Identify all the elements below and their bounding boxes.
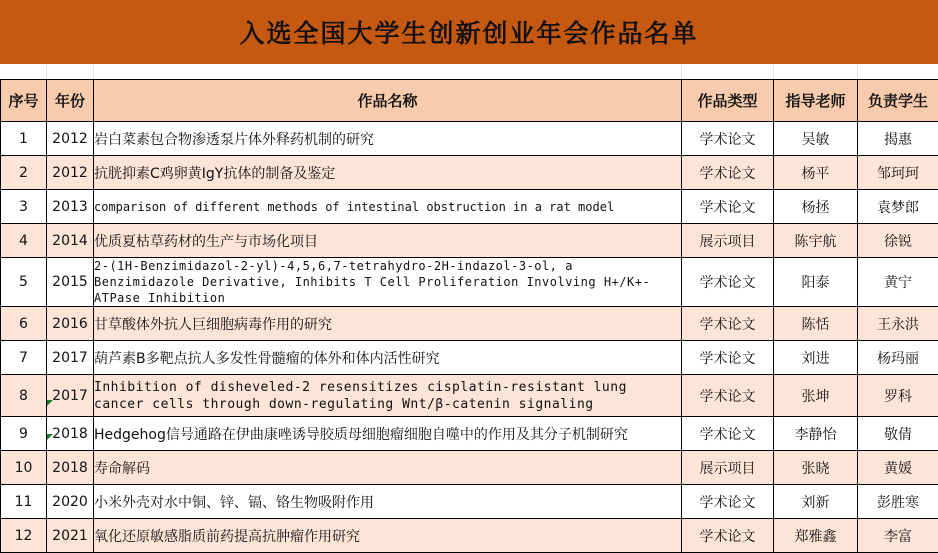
cell-year[interactable]: 2015: [47, 258, 94, 307]
cell-advisor[interactable]: 李静怡: [774, 417, 858, 451]
table-row[interactable]: [1, 417, 938, 451]
table-row[interactable]: [1, 451, 938, 485]
cell-year[interactable]: 2016: [47, 307, 94, 341]
cell-year[interactable]: 2018: [47, 451, 94, 485]
cell-index[interactable]: 2: [1, 156, 47, 190]
spacer-row: [0, 64, 938, 79]
cell-name[interactable]: 优质夏枯草药材的生产与市场化项目: [94, 224, 682, 258]
table-row[interactable]: [1, 122, 938, 156]
cell-advisor[interactable]: 刘进: [774, 341, 858, 375]
cell-advisor[interactable]: 刘新: [774, 485, 858, 519]
cell-name[interactable]: 2-(1H-Benzimidazol-2-yl)-4,5,6,7-tetrahydro-2H-indazol-3-ol, a Benzimidazole Derivative, Inhibits T Cell Proliferation Involving H+/K+-ATPase Inhibition: [94, 258, 682, 307]
table-row[interactable]: [1, 375, 938, 417]
table-row[interactable]: [1, 258, 938, 307]
cell-name[interactable]: 葫芦素B多靶点抗人多发性骨髓瘤的体外和体内活性研究: [94, 341, 682, 375]
cell-index[interactable]: 3: [1, 190, 47, 224]
cell-name[interactable]: 小米外壳对水中铜、锌、镉、铬生物吸附作用: [94, 485, 682, 519]
cell-year[interactable]: 2012: [47, 122, 94, 156]
cell-index[interactable]: 9: [1, 417, 47, 451]
cell-name[interactable]: 氧化还原敏感脂质前药提高抗肿瘤作用研究: [94, 519, 682, 553]
cell-comment-marker: [47, 434, 53, 440]
cell-name[interactable]: comparison of different methods of intestinal obstruction in a rat model: [94, 190, 682, 224]
cell-student[interactable]: 杨玛丽: [858, 341, 938, 375]
cell-student[interactable]: 王永洪: [858, 307, 938, 341]
cell-student[interactable]: 彭胜寒: [858, 485, 938, 519]
cell-type[interactable]: 学术论文: [682, 485, 774, 519]
cell-type[interactable]: 学术论文: [682, 375, 774, 417]
cell-name[interactable]: 寿命解码: [94, 451, 682, 485]
header-type: 作品类型: [682, 80, 774, 122]
cell-year[interactable]: 2017: [47, 341, 94, 375]
cell-name[interactable]: 岩白菜素包合物渗透泵片体外释药机制的研究: [94, 122, 682, 156]
table-row[interactable]: [1, 190, 938, 224]
title-bar: [0, 0, 938, 64]
table-row[interactable]: [1, 519, 938, 553]
cell-year[interactable]: 2014: [47, 224, 94, 258]
cell-index[interactable]: 8: [1, 375, 47, 417]
cell-name[interactable]: 甘草酸体外抗人巨细胞病毒作用的研究: [94, 307, 682, 341]
cell-student[interactable]: 黄媛: [858, 451, 938, 485]
cell-student[interactable]: 敬倩: [858, 417, 938, 451]
cell-year[interactable]: 2017: [47, 375, 94, 417]
cell-year[interactable]: 2012: [47, 156, 94, 190]
cell-index[interactable]: 11: [1, 485, 47, 519]
cell-index[interactable]: 5: [1, 258, 47, 307]
page-title: 入选全国大学生创新创业年会作品名单: [239, 14, 698, 50]
cell-advisor[interactable]: 陈恬: [774, 307, 858, 341]
header-student: 负责学生: [858, 80, 938, 122]
cell-index[interactable]: 10: [1, 451, 47, 485]
table-row[interactable]: [1, 224, 938, 258]
cell-year[interactable]: 2021: [47, 519, 94, 553]
header-name: 作品名称: [94, 80, 682, 122]
cell-index[interactable]: 7: [1, 341, 47, 375]
cell-type[interactable]: 学术论文: [682, 519, 774, 553]
cell-type[interactable]: 学术论文: [682, 307, 774, 341]
cell-type[interactable]: 展示项目: [682, 224, 774, 258]
table-row[interactable]: [1, 307, 938, 341]
table-row[interactable]: [1, 485, 938, 519]
cell-advisor[interactable]: 阳泰: [774, 258, 858, 307]
works-table: [0, 79, 938, 553]
cell-student[interactable]: 李富: [858, 519, 938, 553]
cell-type[interactable]: 学术论文: [682, 341, 774, 375]
table-row[interactable]: [1, 341, 938, 375]
cell-name[interactable]: 抗胱抑素C鸡卵黄IgY抗体的制备及鉴定: [94, 156, 682, 190]
cell-student[interactable]: 揭惠: [858, 122, 938, 156]
cell-advisor[interactable]: 郑雅鑫: [774, 519, 858, 553]
cell-name[interactable]: Hedgehog信号通路在伊曲康唑诱导胶质母细胞瘤细胞自噬中的作用及其分子机制研究: [94, 417, 682, 451]
cell-advisor[interactable]: 张坤: [774, 375, 858, 417]
cell-advisor[interactable]: 陈宇航: [774, 224, 858, 258]
header-index: 序号: [1, 80, 47, 122]
cell-year[interactable]: 2018: [47, 417, 94, 451]
cell-index[interactable]: 4: [1, 224, 47, 258]
header-year: 年份: [47, 80, 94, 122]
cell-index[interactable]: 6: [1, 307, 47, 341]
cell-comment-marker: [47, 400, 53, 406]
cell-index[interactable]: 12: [1, 519, 47, 553]
header-advisor: 指导老师: [774, 80, 858, 122]
cell-advisor[interactable]: 杨拯: [774, 190, 858, 224]
cell-type[interactable]: 学术论文: [682, 417, 774, 451]
cell-type[interactable]: 学术论文: [682, 122, 774, 156]
table-row[interactable]: [1, 156, 938, 190]
cell-name[interactable]: Inhibition of disheveled-2 resensitizes cisplatin-resistant lung cancer cells through down-regulating Wnt/β-catenin signaling: [94, 375, 682, 417]
cell-student[interactable]: 邹珂珂: [858, 156, 938, 190]
cell-advisor[interactable]: 吴敏: [774, 122, 858, 156]
cell-advisor[interactable]: 张晓: [774, 451, 858, 485]
cell-student[interactable]: 袁梦郎: [858, 190, 938, 224]
cell-type[interactable]: 学术论文: [682, 258, 774, 307]
cell-year[interactable]: 2013: [47, 190, 94, 224]
header-row: [1, 80, 938, 122]
cell-student[interactable]: 黄宁: [858, 258, 938, 307]
cell-type[interactable]: 展示项目: [682, 451, 774, 485]
cell-type[interactable]: 学术论文: [682, 156, 774, 190]
cell-year[interactable]: 2020: [47, 485, 94, 519]
cell-student[interactable]: 罗科: [858, 375, 938, 417]
cell-type[interactable]: 学术论文: [682, 190, 774, 224]
cell-student[interactable]: 徐锐: [858, 224, 938, 258]
cell-advisor[interactable]: 杨平: [774, 156, 858, 190]
cell-index[interactable]: 1: [1, 122, 47, 156]
